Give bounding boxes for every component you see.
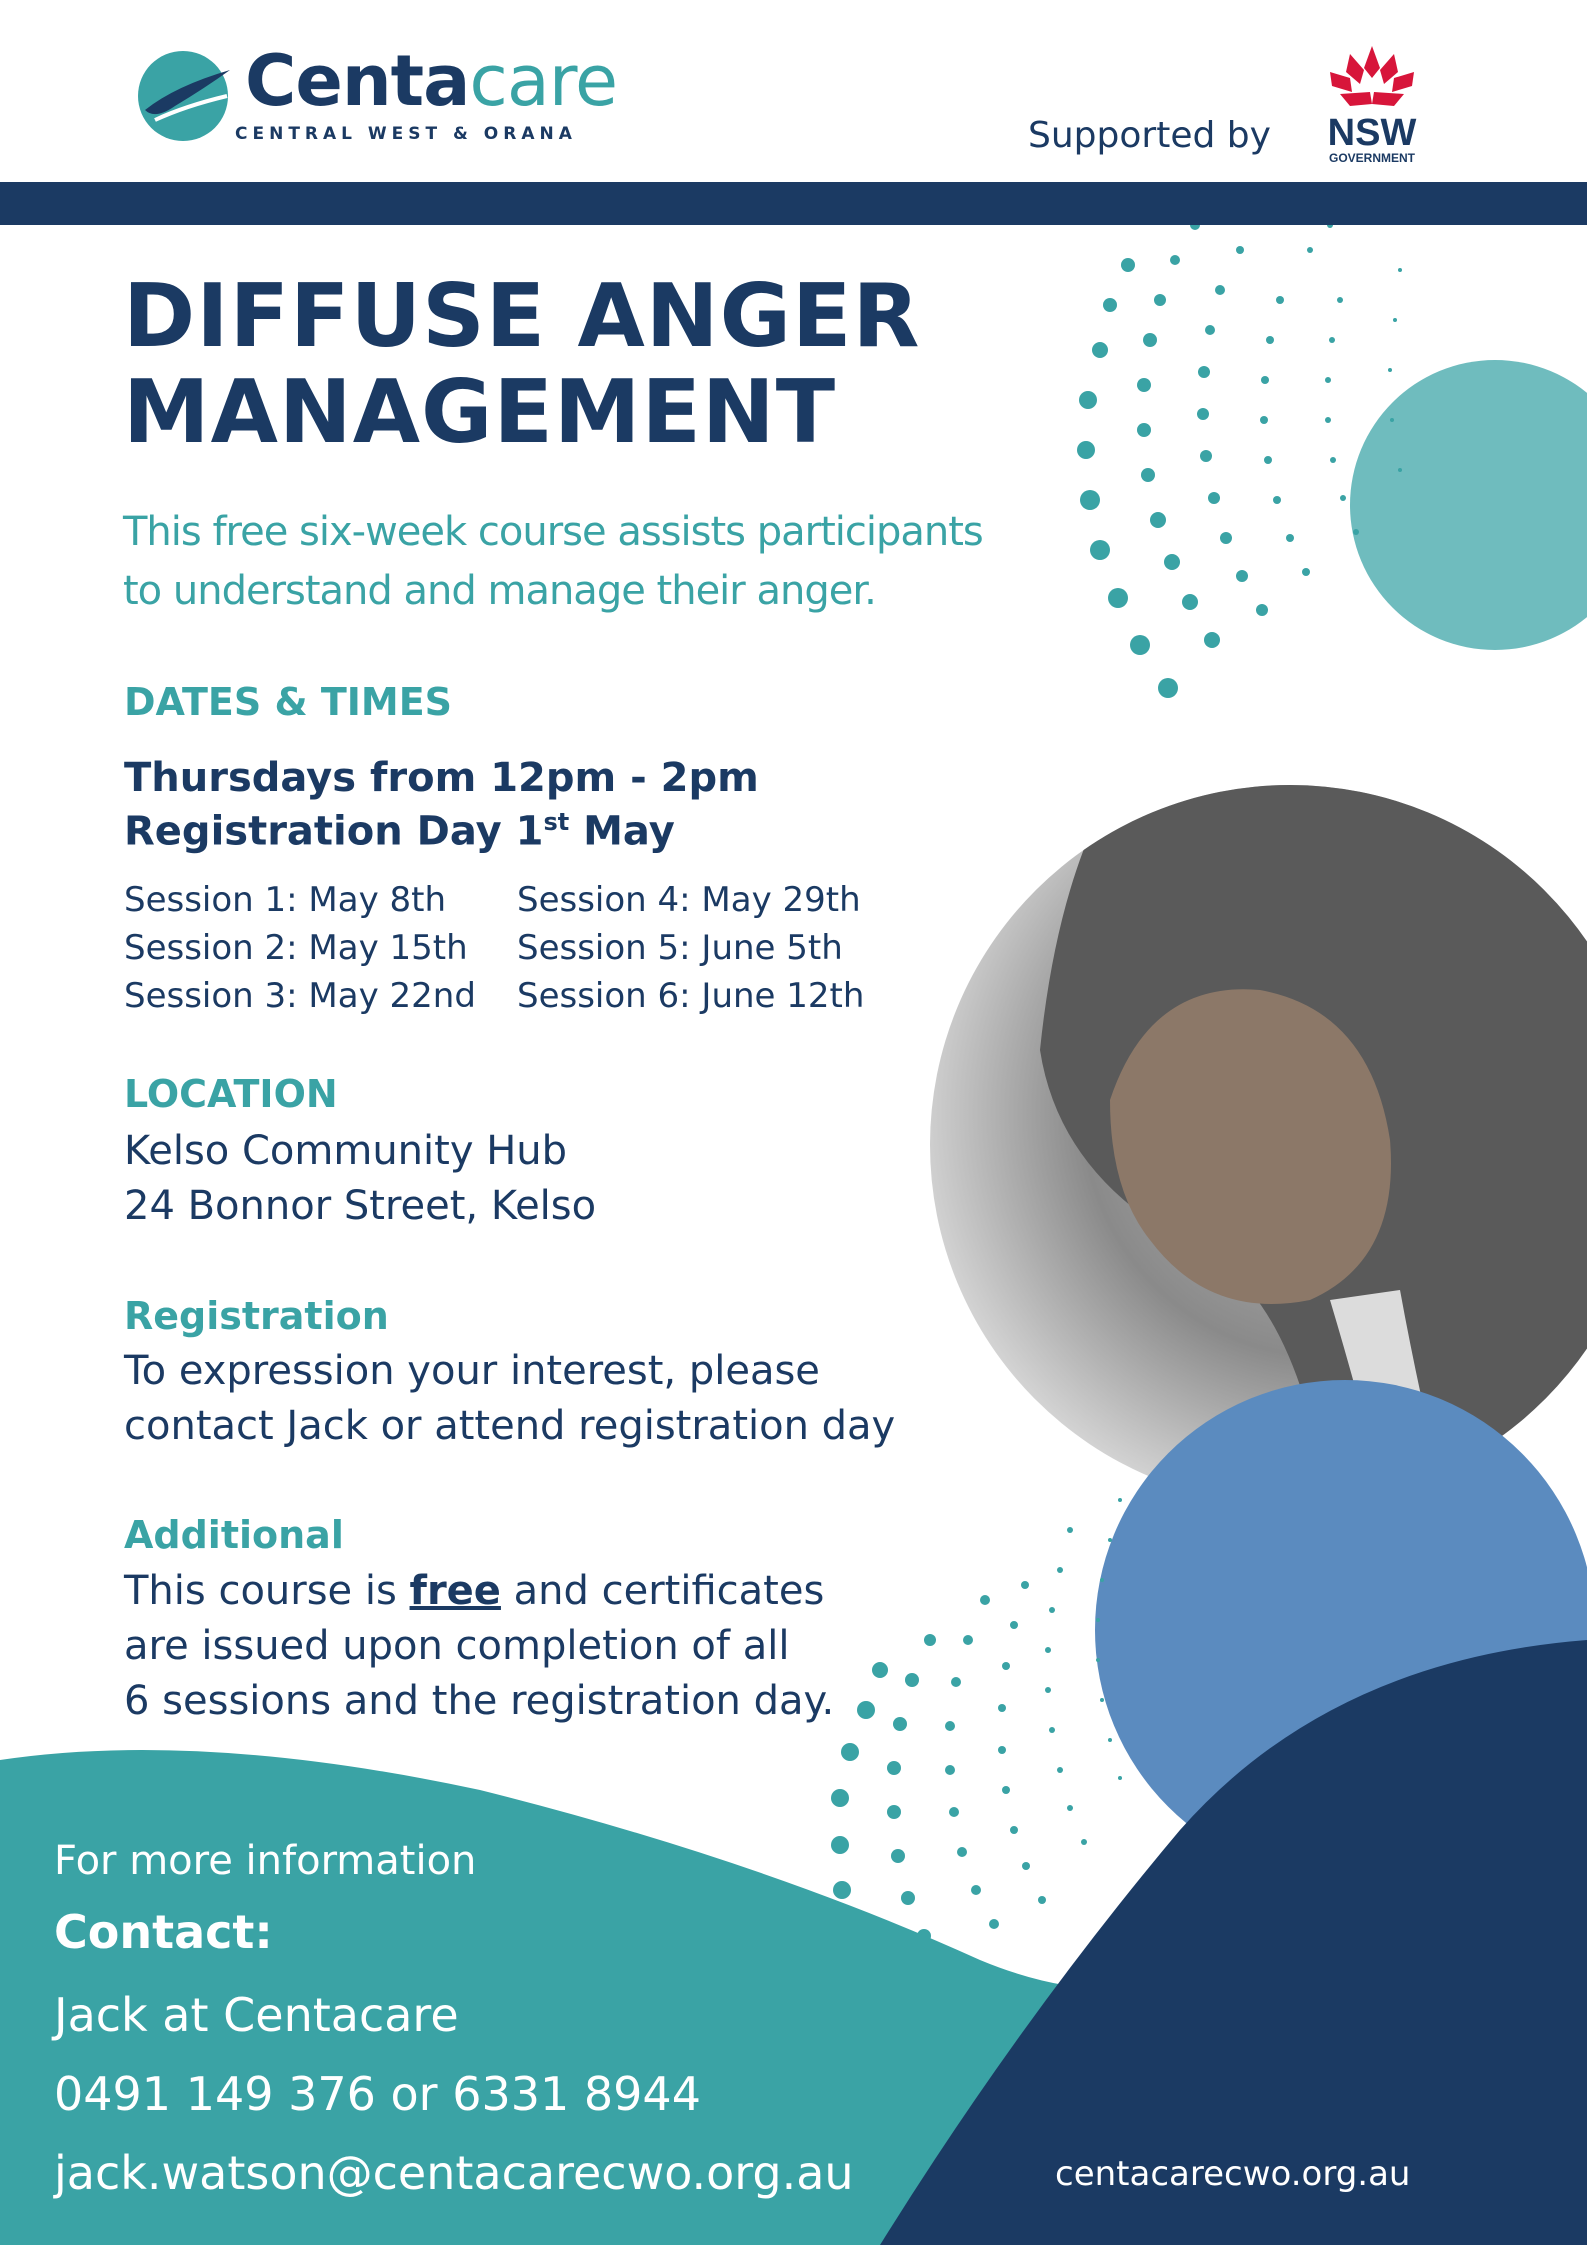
dates-heading: DATES & TIMES	[124, 680, 453, 724]
session-item: Session 2: May 15th	[124, 928, 468, 968]
contact-phone: 0491 149 376 or 6331 8944	[54, 2067, 701, 2121]
additional-text	[124, 1564, 834, 1729]
session-item: Session 3: May 22nd	[124, 976, 476, 1016]
header-band	[0, 182, 1587, 225]
teal-circle-decoration	[1350, 360, 1587, 650]
dotted-arcs-top	[1077, 184, 1402, 698]
title-line-1: DIFFUSE ANGER	[123, 265, 921, 367]
dotted-arcs-bottom	[831, 1498, 1122, 1977]
additional-line-2: are issued upon completion of all	[124, 1623, 790, 1669]
registration-text	[124, 1344, 895, 1454]
session-item: Session 5: June 5th	[517, 928, 843, 968]
location-street: 24 Bonnor Street, Kelso	[124, 1183, 597, 1229]
additional-heading: Additional	[124, 1513, 344, 1557]
page-title	[123, 265, 921, 463]
session-item: Session 6: June 12th	[517, 976, 865, 1016]
registration-day-line: Registration Day 1st May	[124, 808, 675, 855]
location-address	[124, 1124, 596, 1234]
contact-label: Contact:	[54, 1905, 273, 1959]
location-heading: LOCATION	[124, 1072, 338, 1116]
more-info-label: For more information	[54, 1838, 477, 1884]
intro-line-1: This free six-week course assists participants	[123, 509, 983, 555]
website-url: centacarecwo.org.au	[1055, 2154, 1411, 2194]
supported-by-label: Supported by	[1028, 115, 1271, 156]
contact-name: Jack at Centacare	[54, 1988, 459, 2042]
nsw-government-logo-icon	[1310, 38, 1435, 168]
session-item: Session 4: May 29th	[517, 880, 861, 920]
additional-line-1: This course is free and certificates	[124, 1568, 825, 1614]
nsw-logo-subtext: GOVERNMENT	[1328, 151, 1416, 165]
registration-heading: Registration	[124, 1294, 389, 1338]
intro-line-2: to understand and manage their anger.	[123, 568, 876, 614]
additional-line-3: 6 sessions and the registration day.	[124, 1678, 835, 1724]
intro-text	[123, 503, 1023, 621]
nsw-logo-text: NSW	[1327, 112, 1417, 154]
hooded-person-photo	[920, 640, 1587, 1520]
brand-subtitle: CENTRAL WEST & ORANA	[235, 124, 577, 144]
centacare-logo-icon	[135, 48, 235, 143]
registration-line-2: contact Jack or attend registration day	[124, 1403, 896, 1449]
free-emphasis: free	[409, 1568, 501, 1614]
brand-name: Centacare	[245, 40, 618, 122]
contact-email: jack.watson@centacarecwo.org.au	[54, 2146, 854, 2200]
location-venue: Kelso Community Hub	[124, 1128, 568, 1174]
schedule-line: Thursdays from 12pm - 2pm	[124, 755, 759, 801]
session-item: Session 1: May 8th	[124, 880, 447, 920]
registration-line-1: To expression your interest, please	[124, 1348, 820, 1394]
title-line-2: MANAGEMENT	[123, 361, 837, 463]
